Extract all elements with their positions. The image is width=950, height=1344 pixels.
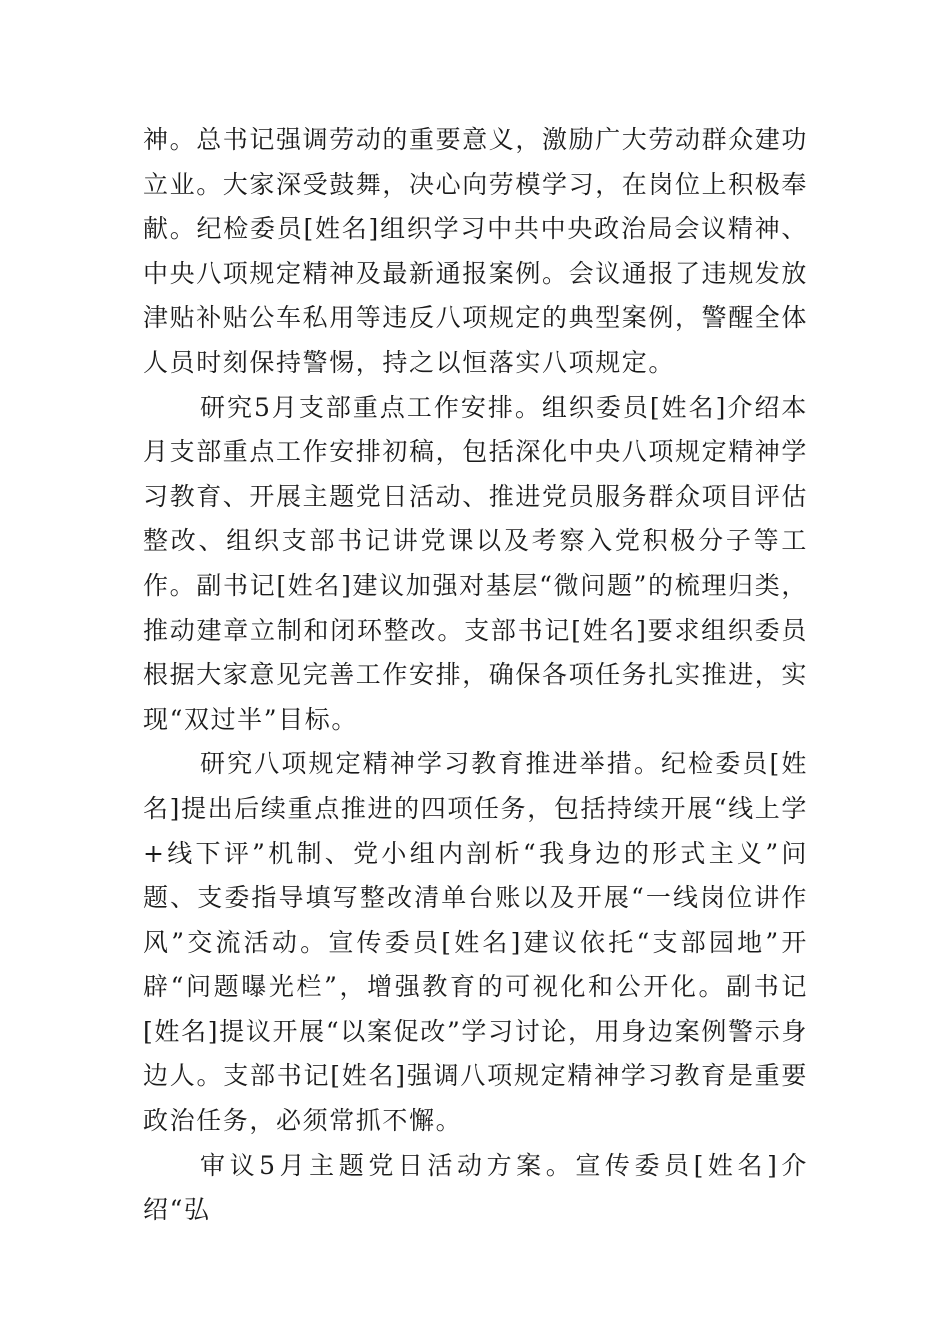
paragraph-party-day-plan: 审议5月主题党日活动方案。宣传委员[姓名]介绍“弘 bbox=[143, 1150, 808, 1225]
paragraph-continuation: 神。总书记强调劳动的重要意义，激励广大劳动群众建功立业。大家深受鼓舞，决心向劳模学习，在岗位上积极奉献。纪检委员[姓名]组织学习中共中央政治局会议精神、中央八项规定精神及最新通报案例。会议通报了违规发放津贴补贴公车私用等违反八项规定的典型案例，警醒全体人员时刻保持警惕，持之以恒落实八项规定。 bbox=[143, 125, 809, 377]
document-body bbox=[143, 118, 808, 1233]
paragraph-may-work-plan: 研究5月支部重点工作安排。组织委员[姓名]介绍本月支部重点工作安排初稿，包括深化中央八项规定精神学习教育、开展主题党日活动、推进党员服务群众项目评估整改、组织支部书记讲党课以及考察入党积极分子等工作。副书记[姓名]建议加强对基层“微问题”的梳理归类，推动建章立制和闭环整改。支部书记[姓名]要求组织委员根据大家意见完善工作安排，确保各项任务扎实推进，实现“双过半”目标。 bbox=[143, 392, 809, 734]
paragraph-eight-rules-measures: 研究八项规定精神学习教育推进举措。纪检委员[姓名]提出后续重点推进的四项任务，包括持续开展“线上学+线下评”机制、党小组内剖析“我身边的形式主义”问题、支委指导填写整改清单台账以及开展“一线岗位讲作风”交流活动。宣传委员[姓名]建议依托“支部园地”开辟“问题曝光栏”，增强教育的可视化和公开化。副书记[姓名]提议开展“以案促改”学习讨论，用身边案例警示身边人。支部书记[姓名]强调八项规定精神学习教育是重要政治任务，必须常抓不懈。 bbox=[143, 749, 808, 1136]
